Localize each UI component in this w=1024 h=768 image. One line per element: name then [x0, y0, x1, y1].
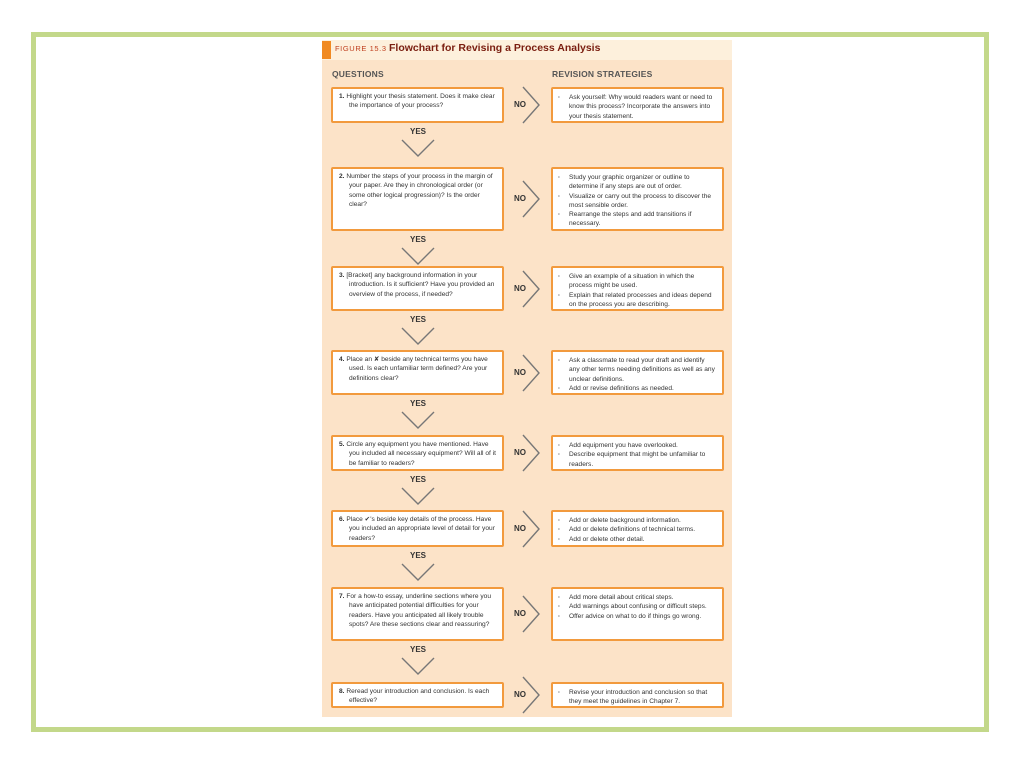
strategy-item: · Add more detail about critical steps.: [558, 593, 716, 602]
strategy-item: · Ask a classmate to read your draft and identify any other terms needing definitions as well as any unclear definitions.: [558, 356, 716, 384]
strategy-box-5: [551, 435, 724, 471]
strategy-item: · Add or delete other detail.: [558, 535, 716, 544]
strategy-item: · Ask yourself: Why would readers want or need to know this process? Incorporate the answers into your thesis statement.: [558, 93, 716, 121]
no-label: NO: [514, 609, 526, 618]
strategy-item: · Add or delete background information.: [558, 516, 716, 525]
down-chevron-arrow: [400, 655, 436, 677]
question-number: 3.: [339, 272, 345, 279]
strategy-item: · Rearrange the steps and add transitions if necessary.: [558, 210, 716, 229]
right-chevron-arrow: [519, 179, 543, 219]
question-box-5: [331, 435, 504, 471]
strategy-item: · Explain that related processes and ideas depend on the process you are describing.: [558, 291, 716, 310]
question-box-8: [331, 682, 504, 708]
strategy-item: · Visualize or carry out the process to discover the most sensible order.: [558, 192, 716, 211]
yes-label: YES: [409, 315, 426, 324]
no-label: NO: [514, 523, 526, 533]
yes-label: YES: [409, 551, 426, 560]
question-text: [339, 515, 496, 543]
right-chevron-arrow: [519, 269, 543, 309]
question-number: 7.: [339, 593, 345, 600]
right-chevron-arrow: [519, 675, 543, 715]
question-text: [339, 172, 496, 209]
question-box-3: [331, 266, 504, 311]
strategy-item: · Describe equipment that might be unfamiliar to readers.: [558, 450, 716, 469]
yes-label: YES: [409, 127, 426, 136]
strategy-item: · Offer advice on what to do if things go wrong.: [558, 612, 716, 621]
down-chevron-arrow: [400, 409, 436, 431]
flowchart-figure: [322, 40, 732, 717]
strategy-box-4: [551, 350, 724, 395]
down-chevron-arrow: [400, 137, 436, 159]
down-chevron-arrow: [400, 485, 436, 507]
question-box-2: [331, 167, 504, 231]
question-body: [Bracket] any background information in your introduction. Is it sufficient? Have you provided an overview of the process, if needed?: [346, 272, 495, 298]
figure-header: [322, 40, 732, 60]
strategies-heading: REVISION STRATEGIES: [552, 69, 653, 79]
no-label: NO: [514, 690, 526, 699]
figure-accent-bar: [322, 41, 331, 59]
strategy-box-6: [551, 510, 724, 547]
down-chevron-arrow: [400, 561, 436, 583]
down-chevron-arrow: [400, 325, 436, 347]
yes-label: YES: [409, 645, 426, 654]
question-box-7: [331, 587, 504, 641]
question-text: [339, 271, 496, 299]
right-chevron-arrow: [519, 85, 543, 125]
strategy-box-7: [551, 587, 724, 641]
no-label: NO: [514, 283, 526, 293]
question-box-4: [331, 350, 504, 395]
strategy-item: · Add or revise definitions as needed.: [558, 384, 716, 393]
strategy-item: · Add or delete definitions of technical terms.: [558, 525, 716, 534]
strategy-box-2: [551, 167, 724, 231]
right-chevron-arrow: [519, 433, 543, 473]
question-text: [339, 92, 496, 111]
strategy-item: · Add warnings about confusing or difficult steps.: [558, 602, 716, 611]
right-chevron-arrow: [519, 594, 543, 634]
no-label: NO: [514, 100, 526, 109]
strategy-box-8: [551, 682, 724, 708]
strategy-item: · Add equipment you have overlooked.: [558, 441, 716, 450]
question-box-6: [331, 510, 504, 547]
question-number: 6.: [339, 516, 345, 523]
right-chevron-arrow: [519, 353, 543, 393]
strategy-item: · Give an example of a situation in which the process might be used.: [558, 272, 716, 291]
question-number: 2.: [339, 173, 345, 180]
question-body: Place an ✘ beside any technical terms you have used. Is each unfamiliar term defined? Are your definitions clear?: [346, 356, 488, 382]
question-number: 8.: [339, 688, 345, 695]
strategy-box-1: [551, 87, 724, 123]
no-label: NO: [514, 448, 526, 457]
figure-label: FIGURE 15.3: [335, 44, 387, 53]
question-body: Circle any equipment you have mentioned. Have you included all necessary equipment? Will all of it be familiar to readers?: [346, 441, 496, 467]
question-box-1: [331, 87, 504, 123]
question-body: Place ✔'s beside key details of the process. Have you included an appropriate level of detail for your readers?: [346, 516, 495, 542]
question-body: Highlight your thesis statement. Does it make clear the importance of your process?: [346, 93, 495, 110]
no-label: NO: [514, 194, 526, 203]
question-text: [339, 687, 496, 706]
question-number: 5.: [339, 441, 345, 448]
yes-label: YES: [409, 235, 426, 244]
question-body: For a how-to essay, underline sections where you have anticipated potential difficulties for your readers. Have you anticipated all likely trouble spots? Are these sections clear and reassuring?: [346, 593, 491, 628]
question-body: Reread your introduction and conclusion. Is each effective?: [346, 688, 490, 705]
question-text: [339, 440, 496, 468]
strategy-item: · Study your graphic organizer or outline to determine if any steps are out of order.: [558, 173, 716, 192]
yes-label: YES: [409, 399, 426, 408]
right-chevron-arrow: [519, 509, 543, 549]
question-text: [339, 592, 496, 629]
questions-heading: QUESTIONS: [332, 69, 384, 79]
strategy-box-3: [551, 266, 724, 311]
no-label: NO: [514, 367, 526, 377]
question-number: 4.: [339, 356, 345, 363]
question-number: 1.: [339, 93, 345, 100]
question-body: Number the steps of your process in the margin of your paper. Are they in chronological order (or some other logical progression)? Is the order clear?: [346, 173, 493, 208]
down-chevron-arrow: [400, 245, 436, 267]
yes-label: YES: [409, 475, 426, 484]
figure-title: Flowchart for Revising a Process Analysis: [389, 42, 601, 54]
strategy-item: · Revise your introduction and conclusion so that they meet the guidelines in Chapter 7.: [558, 688, 716, 707]
question-text: [339, 355, 496, 383]
